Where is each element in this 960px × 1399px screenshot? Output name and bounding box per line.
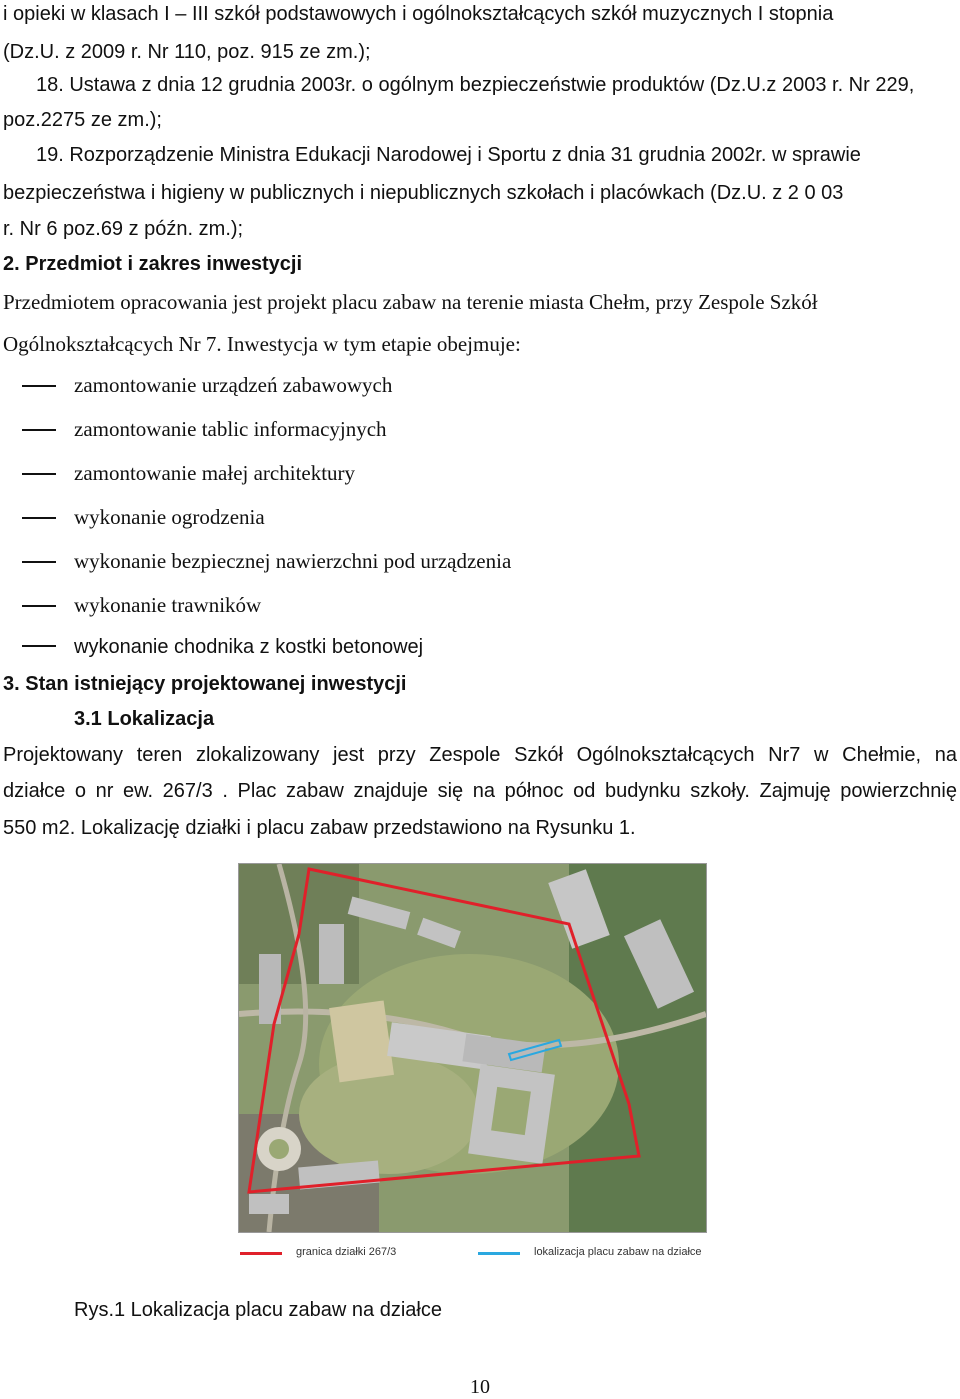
paragraph-line: 550 m2. Lokalizację działki i placu zabaw przedstawiono na Rysunku 1.	[3, 817, 636, 839]
paragraph-line: Przedmiotem opracowania jest projekt placu zabaw na terenie miasta Chełm, przy Zespole Szkół	[3, 290, 818, 314]
aerial-map-svg	[239, 864, 706, 1232]
word: .	[222, 780, 228, 802]
word: zabaw	[286, 780, 344, 802]
legend-swatch-plot-boundary	[240, 1252, 282, 1255]
reference-line: 18. Ustawa z dnia 12 grudnia 2003r. o ogólnym bezpieczeństwie produktów (Dz.U.z 2003 r. Nr 229,	[36, 74, 915, 96]
list-dash	[22, 561, 56, 563]
word: w	[814, 744, 829, 766]
paragraph-line	[3, 779, 957, 803]
reference-line: 19. Rozporządzenie Ministra Edukacji Narodowej i Sportu z dnia 31 grudnia 2002r. w sprawie	[36, 144, 861, 166]
word: powierzchnię	[840, 780, 957, 802]
section-heading: 2. Przedmiot i zakres inwestycji	[3, 253, 303, 275]
list-dash	[22, 645, 56, 647]
legend-swatch-playground	[478, 1252, 520, 1255]
word: Szkół	[514, 744, 563, 766]
reference-line: i opieki w klasach I – III szkół podstawowych i ogólnokształcących szkół muzycznych I stopnia	[3, 3, 834, 25]
word: działce	[3, 780, 66, 802]
subsection-heading: 3.1 Lokalizacja	[74, 708, 215, 730]
list-dash	[22, 517, 56, 519]
legend-label: granica działki 267/3	[296, 1246, 397, 1258]
list-dash	[22, 605, 56, 607]
word: teren	[136, 744, 183, 766]
page-number: 10	[470, 1376, 490, 1398]
word: na	[472, 780, 495, 802]
section-heading: 3. Stan istniejący projektowanej inwestycji	[3, 673, 407, 695]
aerial-map-image	[238, 863, 707, 1233]
word: Zespole	[429, 744, 501, 766]
list-item: wykonanie chodnika z kostki betonowej	[74, 636, 424, 658]
word: Projektowany	[3, 744, 124, 766]
list-dash	[22, 429, 56, 431]
reference-line: r. Nr 6 poz.69 z późn. zm.);	[3, 218, 244, 240]
paragraph-line: Ogólnokształcących Nr 7. Inwestycja w tym etapie obejmuje:	[3, 332, 521, 356]
word: na	[934, 744, 957, 766]
list-item: zamontowanie małej architektury	[74, 461, 356, 485]
word: budynku	[605, 780, 681, 802]
word: znajduje	[353, 780, 428, 802]
reference-line: poz.2275 ze zm.);	[3, 109, 162, 131]
list-item: zamontowanie tablic informacyjnych	[74, 417, 387, 441]
legend-label: lokalizacja placu zabaw na działce	[534, 1246, 702, 1258]
word: Plac	[237, 780, 277, 802]
word: przy	[377, 744, 416, 766]
word: się	[437, 780, 464, 802]
word: Zajmuję	[759, 780, 831, 802]
list-item: wykonanie ogrodzenia	[74, 505, 265, 529]
word: szkoły.	[690, 780, 750, 802]
word: Ogólnokształcących	[576, 744, 755, 766]
figure-caption: Rys.1 Lokalizacja placu zabaw na działce	[74, 1299, 442, 1321]
reference-line: bezpieczeństwa i higieny w publicznych i niepublicznych szkołach i placówkach (Dz.U. z 2 0 03	[3, 182, 844, 204]
word: Nr7	[768, 744, 801, 766]
paragraph-line	[3, 743, 957, 767]
word: ew.	[123, 780, 154, 802]
word: o	[74, 780, 86, 802]
list-item: zamontowanie urządzeń zabawowych	[74, 373, 393, 397]
reference-line: (Dz.U. z 2009 r. Nr 110, poz. 915 ze zm.);	[3, 41, 371, 63]
word: jest	[333, 744, 365, 766]
word: zlokalizowany	[195, 744, 320, 766]
list-item: wykonanie bezpiecznej nawierzchni pod urządzenia	[74, 549, 512, 573]
word: 267/3	[162, 780, 213, 802]
list-dash	[22, 473, 56, 475]
word: od	[573, 780, 596, 802]
word: północ	[504, 780, 564, 802]
list-item: wykonanie trawników	[74, 593, 262, 617]
word: Chełmie,	[842, 744, 922, 766]
list-dash	[22, 385, 56, 387]
word: nr	[95, 780, 114, 802]
